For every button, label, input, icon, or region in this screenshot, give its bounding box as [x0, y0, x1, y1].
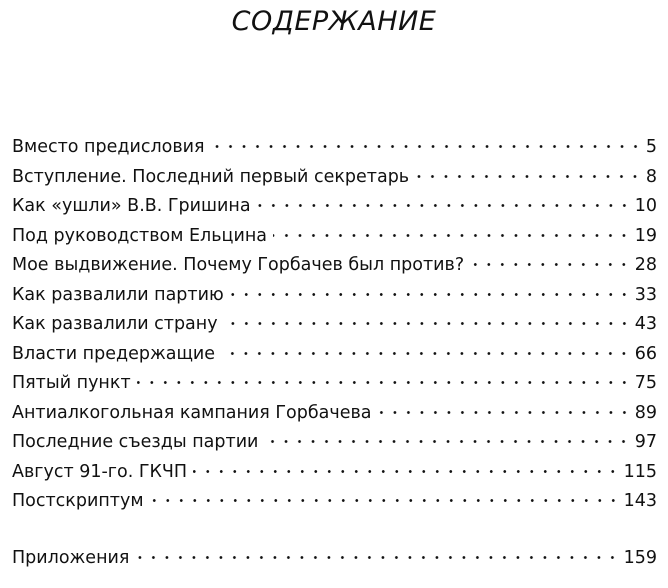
toc-entry-page: 159 [623, 547, 657, 568]
toc-entry-label: Как «ушли» В.В. Гришина [12, 196, 251, 216]
toc-entry-label: Август 91-го. ГКЧП [12, 461, 188, 482]
toc-entry-label: Как развалили партию [12, 284, 224, 305]
toc-entry[interactable] [12, 310, 657, 340]
toc-entry-page: 75 [634, 373, 657, 393]
toc-entry-label: Вместо предисловия [12, 137, 205, 157]
toc-entry-page: 19 [634, 225, 657, 246]
toc-entry-page: 28 [634, 255, 657, 275]
toc-entry-label: Вступление. Последний первый секретарь [12, 166, 410, 187]
dot-leader [264, 440, 630, 443]
toc-entry-appendix[interactable] [12, 544, 657, 574]
toc-entry-page: 97 [634, 432, 657, 452]
dot-leader [257, 204, 631, 207]
toc-entry-page: 33 [634, 284, 657, 305]
toc-entry-label: Постскриптум [12, 491, 144, 511]
toc-entry-label: Власти предержащие [12, 343, 216, 364]
toc-entry-page: 10 [634, 196, 657, 216]
toc-entry-label: Пятый пункт [12, 373, 131, 393]
dot-leader [221, 352, 631, 355]
toc-entry[interactable] [12, 222, 657, 252]
toc-entry[interactable] [12, 281, 657, 311]
dot-leader [470, 263, 631, 266]
dot-leader [135, 556, 619, 559]
dot-leader [211, 145, 642, 148]
toc-entry-page: 66 [634, 343, 657, 364]
toc-entry[interactable] [12, 487, 657, 517]
dot-leader [193, 470, 620, 473]
toc-entry[interactable] [12, 163, 657, 193]
toc-entry-label: Мое выдвижение. Почему Горбачев был против? [12, 255, 465, 275]
dot-leader [415, 175, 642, 178]
dot-leader [224, 322, 631, 325]
toc-entry[interactable] [12, 369, 657, 399]
table-of-contents [12, 133, 657, 573]
dot-leader [230, 293, 631, 296]
toc-entry[interactable] [12, 192, 657, 222]
toc-entry-page: 8 [645, 166, 657, 187]
toc-entry[interactable] [12, 458, 657, 488]
dot-leader [273, 234, 631, 237]
toc-entry-label: Антиалкогольная кампания Горбачева [12, 402, 372, 423]
toc-entry[interactable] [12, 399, 657, 429]
dot-leader [137, 381, 631, 384]
toc-entry-page: 115 [623, 461, 657, 482]
toc-entry[interactable] [12, 428, 657, 458]
section-gap [12, 517, 657, 544]
toc-entry-page: 89 [634, 402, 657, 423]
page-title: СОДЕРЖАНИЕ [231, 6, 437, 37]
dot-leader [150, 499, 620, 502]
toc-entry-label: Приложения [12, 547, 130, 568]
toc-entry-label: Как развалили страну [12, 314, 218, 334]
toc-entry-label: Последние съезды партии [12, 432, 259, 452]
toc-entry[interactable] [12, 340, 657, 370]
dot-leader [378, 411, 631, 414]
toc-entry-page: 143 [623, 491, 657, 511]
toc-entry-page: 5 [645, 137, 657, 157]
toc-entry-label: Под руководством Ельцина [12, 225, 267, 246]
toc-entry[interactable] [12, 133, 657, 163]
toc-entry[interactable] [12, 251, 657, 281]
toc-entry-page: 43 [634, 314, 657, 334]
